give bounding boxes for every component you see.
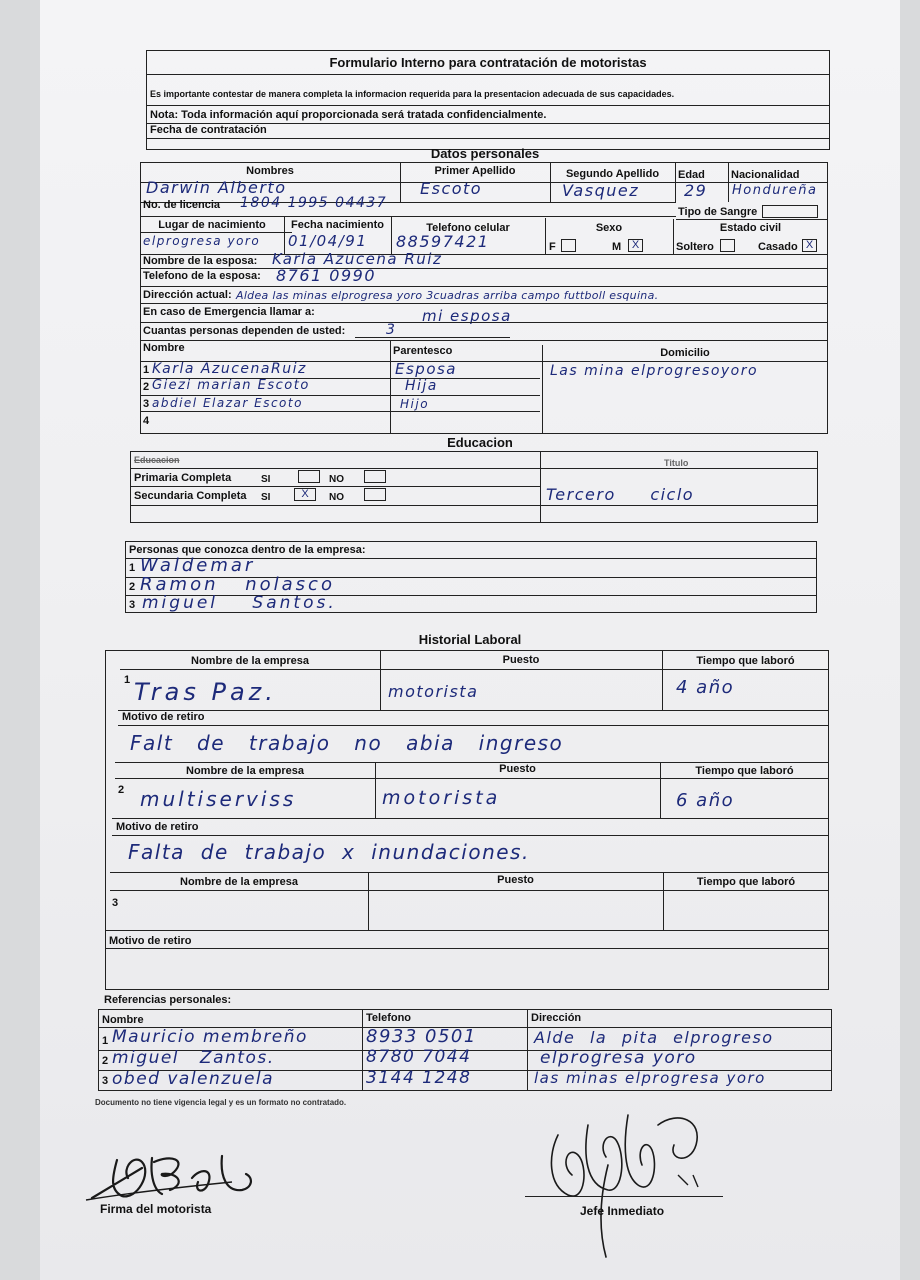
job-reason-label: Motivo de retiro	[122, 711, 205, 723]
job-position[interactable]: motorista	[382, 787, 501, 809]
cellphone-label: Telefono celular	[426, 222, 510, 234]
dependents-value[interactable]: 3	[386, 322, 397, 338]
job-company[interactable]: multiserviss	[140, 787, 297, 811]
dependent-num: 3	[143, 398, 150, 410]
ref-address-header: Dirección	[531, 1012, 582, 1024]
secondary-yes-checkbox[interactable]: X	[294, 488, 316, 501]
acquaintance-num: 1	[129, 562, 136, 574]
boss-signature-label: Jefe Inmediato	[580, 1204, 665, 1218]
dependent-num: 1	[143, 364, 150, 376]
ref-name[interactable]: Mauricio membreño	[112, 1027, 308, 1047]
education-box	[130, 451, 818, 523]
job1-position-header: Puesto	[502, 654, 540, 666]
job-time[interactable]: 6 año	[676, 790, 735, 811]
job2-time-header: Tiempo que laboró	[695, 765, 794, 777]
sex-m-checkbox[interactable]: X	[628, 239, 643, 252]
references-label: Referencias personales:	[104, 994, 232, 1006]
dependent-relation[interactable]: Hija	[405, 378, 438, 394]
job-reason-label: Motivo de retiro	[109, 935, 192, 947]
dependents-label: Cuantas personas dependen de usted:	[143, 325, 346, 337]
dep-home-header: Domicilio	[660, 347, 710, 359]
ref-name-header: Nombre	[102, 1014, 144, 1026]
primary-no-checkbox[interactable]	[364, 470, 386, 483]
job-company[interactable]: Tras Paz.	[134, 678, 277, 706]
birthplace-value[interactable]: elprogresa yoro	[143, 234, 261, 248]
spouse-name-value[interactable]: Karla Azucena Ruiz	[272, 250, 443, 268]
birthplace-label: Lugar de nacimiento	[158, 219, 266, 231]
education-col-header: Educacion	[134, 455, 180, 465]
dep-relation-header: Parentesco	[393, 345, 453, 357]
dependent-num: 4	[143, 415, 150, 427]
secondary-no-checkbox[interactable]	[364, 488, 386, 501]
acquaintance-name[interactable]: Ramon nolasco	[140, 574, 335, 595]
ref-phone[interactable]: 3144 1248	[366, 1068, 472, 1088]
address-label: Dirección actual:	[143, 289, 232, 301]
primary-yes-checkbox[interactable]	[298, 470, 320, 483]
boss-signature-line	[525, 1196, 723, 1197]
secondary-label: Secundaria Completa	[134, 490, 247, 502]
job2-position-header: Puesto	[499, 763, 536, 775]
license-value[interactable]: 1804 1995 04437	[240, 195, 388, 211]
sex-f-checkbox[interactable]	[561, 239, 576, 252]
license-label: No. de licencia	[143, 199, 221, 211]
hire-date-label: Fecha de contratación	[150, 124, 267, 136]
nationality-label: Nacionalidad	[731, 169, 800, 181]
acquaintance-num: 3	[129, 599, 136, 611]
title-col-header: Titulo	[664, 458, 689, 468]
sex-m-label: M	[612, 241, 622, 253]
second-surname-value[interactable]: Vasquez	[562, 181, 640, 200]
footer-note: Documento no tiene vigencia legal y es un formato no contratado.	[95, 1098, 347, 1107]
job2-company-header: Nombre de la empresa	[186, 765, 304, 777]
dep-name-header: Nombre	[143, 342, 185, 354]
married-label: Casado	[758, 241, 798, 253]
single-label: Soltero	[676, 241, 714, 253]
second-surname-label: Segundo Apellido	[565, 168, 660, 180]
ref-num: 3	[102, 1075, 109, 1087]
job-num: 3	[112, 897, 119, 909]
dependent-name[interactable]: Giezi marian Escoto	[152, 378, 310, 393]
acquaintance-name[interactable]: miguel Santos.	[142, 593, 337, 613]
form-intro: Es importante contestar de manera completa la informacion requerida para la presentacion adecuada de sus capacidades.	[150, 89, 675, 99]
dependent-relation[interactable]: Hijo	[400, 397, 430, 411]
acquaintances-label: Personas que conozca dentro de la empresa:	[129, 544, 366, 556]
nationality-value[interactable]: Hondureña	[732, 183, 818, 198]
primary-yes-label: SI	[261, 474, 271, 485]
driver-signature	[82, 1138, 262, 1208]
blood-type-label: Tipo de Sangre	[678, 206, 758, 218]
ref-name[interactable]: obed valenzuela	[112, 1069, 275, 1089]
sex-label: Sexo	[595, 222, 623, 234]
job3-company-header: Nombre de la empresa	[180, 876, 298, 888]
form-note: Nota: Toda información aquí proporcionada será tratada confidencialmente.	[150, 109, 547, 121]
ref-num: 2	[102, 1055, 109, 1067]
ref-num: 1	[102, 1035, 109, 1047]
dependent-num: 2	[143, 381, 150, 393]
dep-home-value[interactable]: Las mina elprogresoyoro	[550, 363, 759, 379]
names-label: Nombres	[246, 165, 294, 177]
sex-f-label: F	[549, 241, 556, 253]
education-section-title: Educacion	[447, 435, 513, 450]
spouse-phone-value[interactable]: 8761 0990	[276, 266, 377, 285]
single-checkbox[interactable]	[720, 239, 735, 252]
ref-phone-header: Telefono	[366, 1012, 412, 1024]
job3-position-header: Puesto	[497, 874, 534, 886]
job-time[interactable]: 4 año	[676, 677, 735, 698]
age-value[interactable]: 29	[684, 181, 708, 200]
job-num: 2	[118, 784, 125, 796]
spouse-name-label: Nombre de la esposa:	[143, 255, 258, 267]
primary-no-label: NO	[329, 474, 344, 485]
job1-company-header: Nombre de la empresa	[191, 655, 309, 667]
acquaintance-name[interactable]: Waldemar	[140, 555, 256, 576]
married-checkbox[interactable]: X	[802, 239, 817, 252]
secondary-no-label: NO	[329, 492, 344, 503]
first-surname-value[interactable]: Escoto	[420, 179, 483, 198]
cellphone-value[interactable]: 88597421	[396, 232, 490, 251]
job-reason[interactable]: Falta de trabajo x inundaciones.	[128, 840, 530, 864]
job3-time-header: Tiempo que laboró	[696, 876, 796, 888]
birthdate-value[interactable]: 01/04/91	[288, 232, 368, 250]
secondary-yes-label: SI	[261, 492, 271, 503]
job-reason-label: Motivo de retiro	[116, 821, 199, 833]
first-surname-label: Primer Apellido	[434, 165, 516, 177]
driver-signature-label: Firma del motorista	[100, 1202, 212, 1216]
ref-phone[interactable]: 8780 7044	[366, 1047, 472, 1067]
dependent-relation[interactable]: Esposa	[395, 360, 457, 378]
title-value[interactable]: Tercero ciclo	[546, 485, 695, 504]
emergency-value[interactable]: mi esposa	[422, 307, 512, 325]
form-title: Formulario Interno para contratación de motoristas	[329, 55, 647, 70]
ref-name[interactable]: miguel Zantos.	[112, 1048, 275, 1068]
ref-address[interactable]: las minas elprogresa yoro	[534, 1069, 766, 1087]
age-label: Edad	[678, 169, 705, 181]
dependent-name[interactable]: Karla AzucenaRuiz	[152, 361, 307, 377]
ref-phone[interactable]: 8933 0501	[366, 1026, 477, 1047]
job-num: 1	[124, 674, 131, 686]
job1-time-header: Tiempo que laboró	[696, 655, 795, 667]
work-section-title: Historial Laboral	[418, 632, 522, 647]
job-reason[interactable]: Falt de trabajo no abia ingreso	[130, 731, 564, 755]
dependent-name[interactable]: abdiel Elazar Escoto	[152, 396, 303, 410]
ref-address[interactable]: Alde la pita elprogreso	[534, 1028, 774, 1047]
ref-address[interactable]: elprogresa yoro	[540, 1048, 697, 1068]
address-value[interactable]: Aldea las minas elprogresa yoro 3cuadras arriba campo futtboll esquina.	[236, 289, 659, 302]
birthdate-label: Fecha nacimiento	[291, 219, 384, 231]
job-position[interactable]: motorista	[388, 682, 479, 701]
civil-status-label: Estado civil	[719, 222, 782, 234]
boss-signature	[528, 1095, 728, 1265]
personal-section-title: Datos personales	[430, 146, 540, 161]
blood-type-field[interactable]	[762, 205, 818, 218]
emergency-label: En caso de Emergencia llamar a:	[143, 306, 315, 318]
spouse-phone-label: Telefono de la esposa:	[143, 270, 261, 282]
primary-label: Primaria Completa	[134, 472, 232, 484]
acquaintance-num: 2	[129, 581, 136, 593]
names-value[interactable]: Darwin Alberto	[146, 178, 287, 197]
